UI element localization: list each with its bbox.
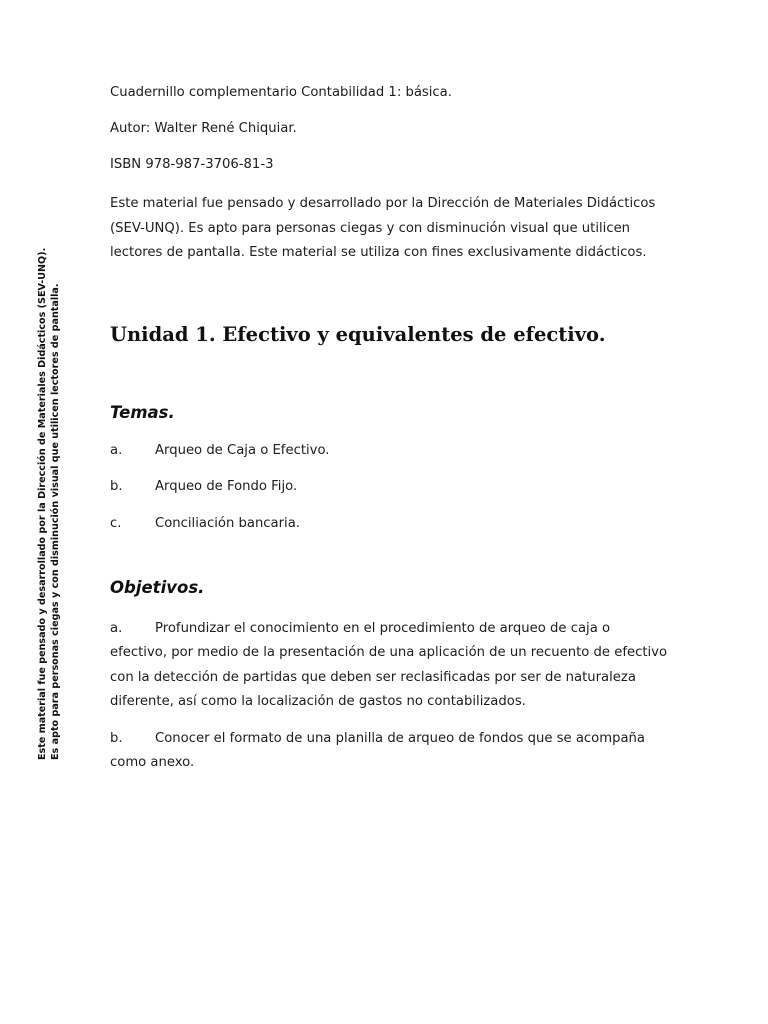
unit-heading: Unidad 1. Efectivo y equivalentes de efectivo. — [110, 322, 606, 346]
list-item-text: Arqueo de Caja o Efectivo. — [155, 442, 330, 458]
objetivos-list — [110, 617, 670, 776]
list-item — [110, 442, 670, 460]
list-marker: a. — [110, 620, 123, 636]
list-marker: b. — [110, 730, 123, 746]
side-note-line-2: Es apto para personas ciegas y con disminución visual que utilicen lectores de pantalla. — [50, 283, 61, 760]
document-title: Cuadernillo complementario Contabilidad 1: básica. — [110, 85, 452, 100]
list-item — [110, 515, 670, 533]
temas-list — [110, 442, 670, 533]
list-item — [110, 478, 670, 496]
temas-heading: Temas. — [110, 402, 175, 422]
list-marker: a. — [110, 442, 123, 458]
list-item-text: Profundizar el conocimiento en el procedimiento de arqueo de caja o efectivo, por medio de la presentación de una aplicación de un recuento de efectivo con la detección de partidas que deben ser reclasificadas por ser de naturaleza diferente, así como la localización de gastos no contabilizados. — [110, 620, 668, 709]
description-paragraph: Este material fue pensado y desarrollado por la Dirección de Materiales Didácticos (SEV-UNQ). Es apto para personas ciegas y con disminución visual que utilicen lectores de pantalla. Este material se utiliza con fines exclusivamente didácticos. — [110, 196, 656, 260]
list-item — [110, 727, 670, 776]
list-marker: c. — [110, 515, 122, 531]
author-line: Autor: Walter René Chiquiar. — [110, 121, 297, 136]
list-item-text: Conocer el formato de una planilla de arqueo de fondos que se acompaña como anexo. — [110, 730, 645, 770]
side-note-line-1: Este material fue pensado y desarrollado por la Dirección de Materiales Didácticos (SEV-UNQ). — [37, 247, 48, 760]
list-item-text: Conciliación bancaria. — [155, 515, 300, 531]
isbn-line: ISBN 978-987-3706-81-3 — [110, 157, 274, 172]
list-item-text: Arqueo de Fondo Fijo. — [155, 479, 298, 494]
list-item — [110, 617, 670, 715]
vertical-side-note — [36, 180, 62, 760]
objetivos-heading: Objetivos. — [110, 577, 205, 597]
list-marker: b. — [110, 479, 123, 494]
main-content — [110, 84, 670, 788]
